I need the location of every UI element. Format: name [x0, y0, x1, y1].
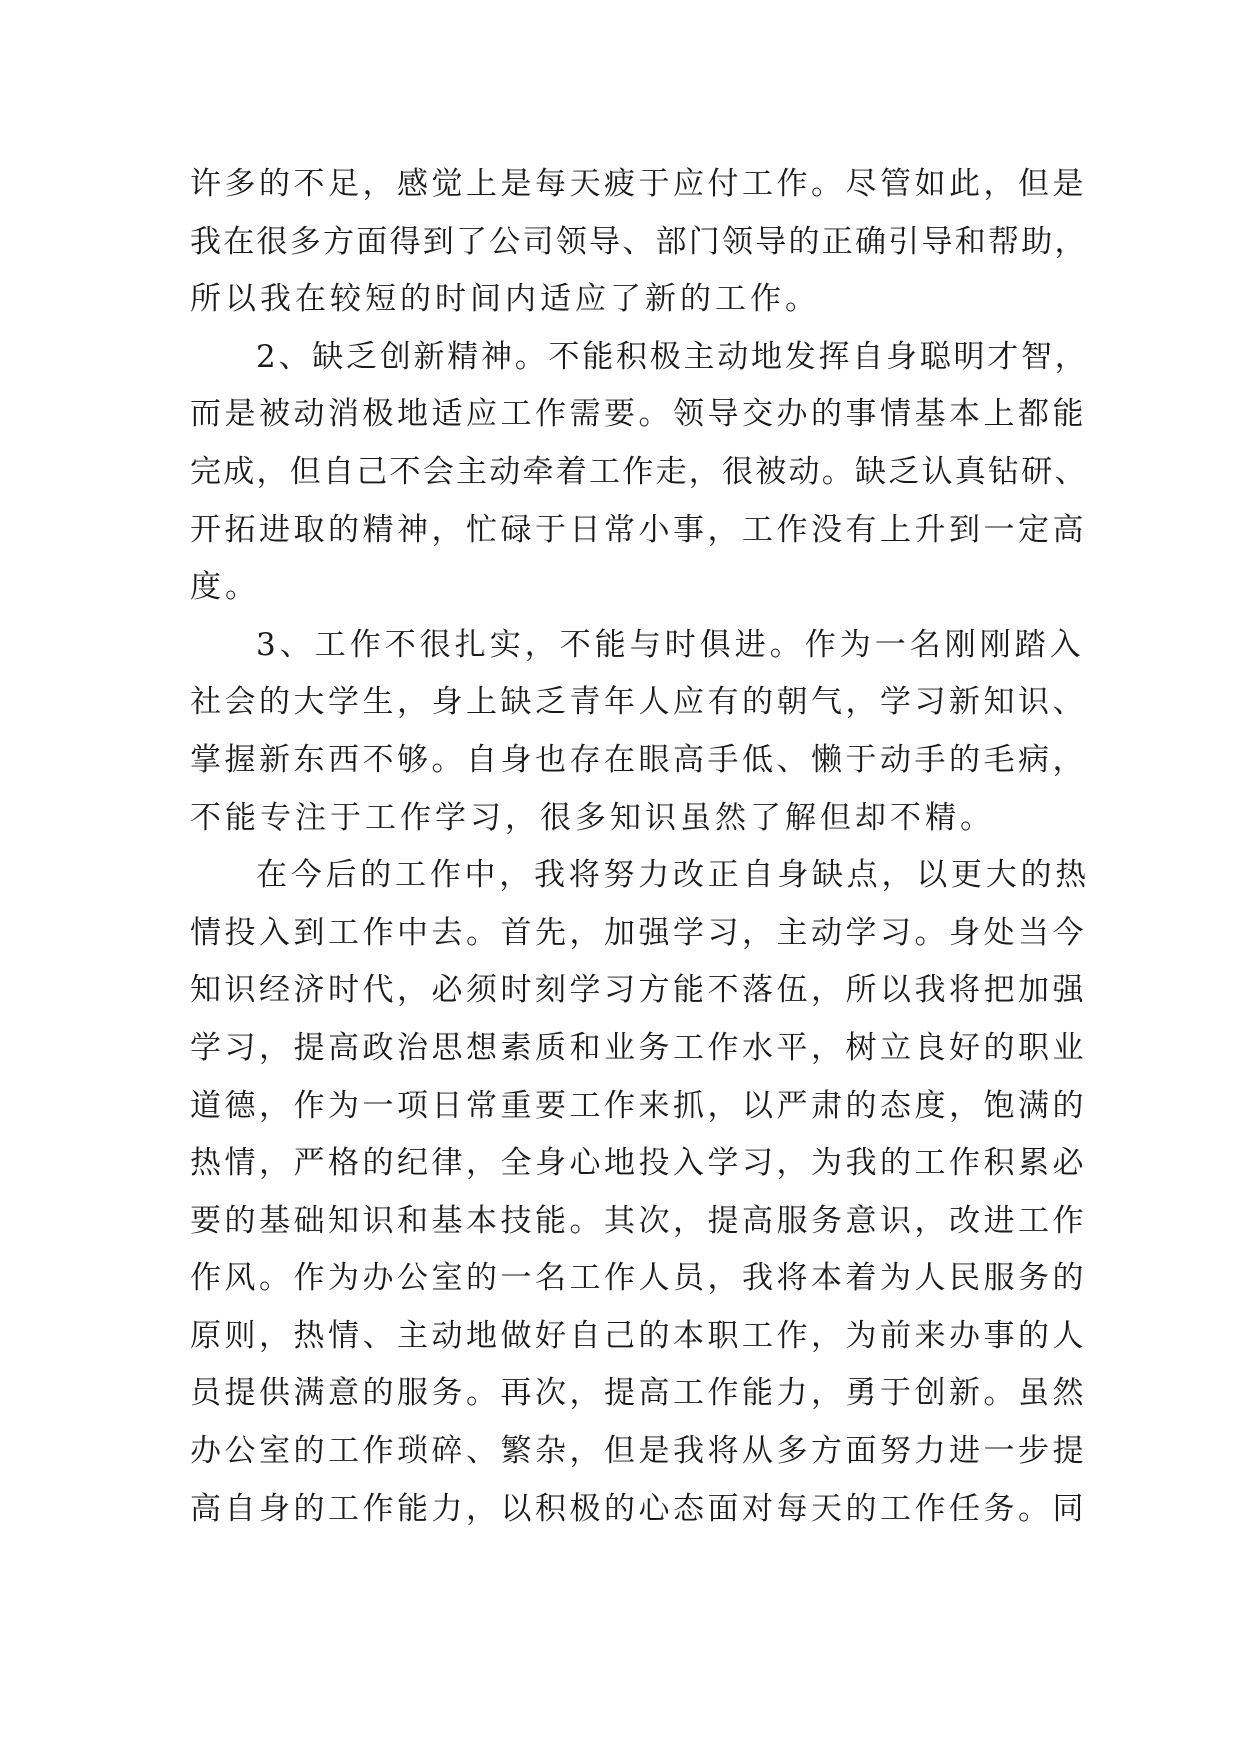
paragraph-start-line: 2、缺乏创新精神。不能积极主动地发挥自身聪明才智，: [256, 338, 1089, 375]
paragraph-start-line: 3、工作不很扎实，不能与时俱进。作为一名刚刚踏入: [256, 626, 1085, 663]
text-line: 作风。作为办公室的一名工作人员，我将本着为人民服务的: [190, 1260, 1087, 1297]
text-line: 道德，作为一项日常重要工作来抓，以严肃的态度，饱满的: [190, 1087, 1087, 1124]
text-line: 掌握新东西不够。自身也存在眼高手低、懒于动手的毛病，: [190, 741, 1087, 778]
text-line: 完成，但自己不会主动牵着工作走，很被动。缺乏认真钻研、: [190, 453, 1088, 490]
text-line: 员提供满意的服务。再次，提高工作能力，勇于创新。虽然: [190, 1375, 1087, 1412]
text-line: 学习，提高政治思想素质和业务工作水平，树立良好的职业: [190, 1029, 1087, 1066]
paragraph-start-line: 在今后的工作中，我将努力改正自身缺点，以更大的热: [256, 857, 1090, 894]
text-line: 办公室的工作琐碎、繁杂，但是我将从多方面努力进一步提: [190, 1433, 1087, 1470]
text-line: 情投入到工作中去。首先，加强学习，主动学习。身处当今: [190, 914, 1087, 951]
text-line: 开拓进取的精神，忙碌于日常小事，工作没有上升到一定高: [190, 511, 1087, 548]
text-line: 原则，热情、主动地做好自己的本职工作，为前来办事的人: [190, 1317, 1087, 1354]
text-line: 许多的不足，感觉上是每天疲于应付工作。尽管如此，但是: [190, 166, 1087, 202]
text-line: 而是被动消极地适应工作需要。领导交办的事情基本上都能: [190, 396, 1087, 433]
text-line: 社会的大学生，身上缺乏青年人应有的朝气，学习新知识、: [190, 684, 1087, 721]
text-line: 要的基础知识和基本技能。其次，提高服务意识，改进工作: [190, 1202, 1087, 1239]
document-body: [190, 156, 1090, 1538]
text-line: 高自身的工作能力，以积极的心态面对每天的工作任务。同: [190, 1490, 1087, 1527]
text-line: 热情，严格的纪律，全身心地投入学习，为我的工作积累必: [190, 1145, 1087, 1182]
text-line: 我在很多方面得到了公司领导、部门领导的正确引导和帮助，: [190, 223, 1088, 260]
text-line: 度。: [190, 569, 260, 606]
text-line: 知识经济时代，必须时刻学习方能不落伍，所以我将把加强: [190, 972, 1087, 1009]
text-line: 不能专注于工作学习，很多知识虽然了解但却不精。: [190, 799, 995, 836]
text-line: 所以我在较短的时间内适应了新的工作。: [190, 281, 820, 318]
